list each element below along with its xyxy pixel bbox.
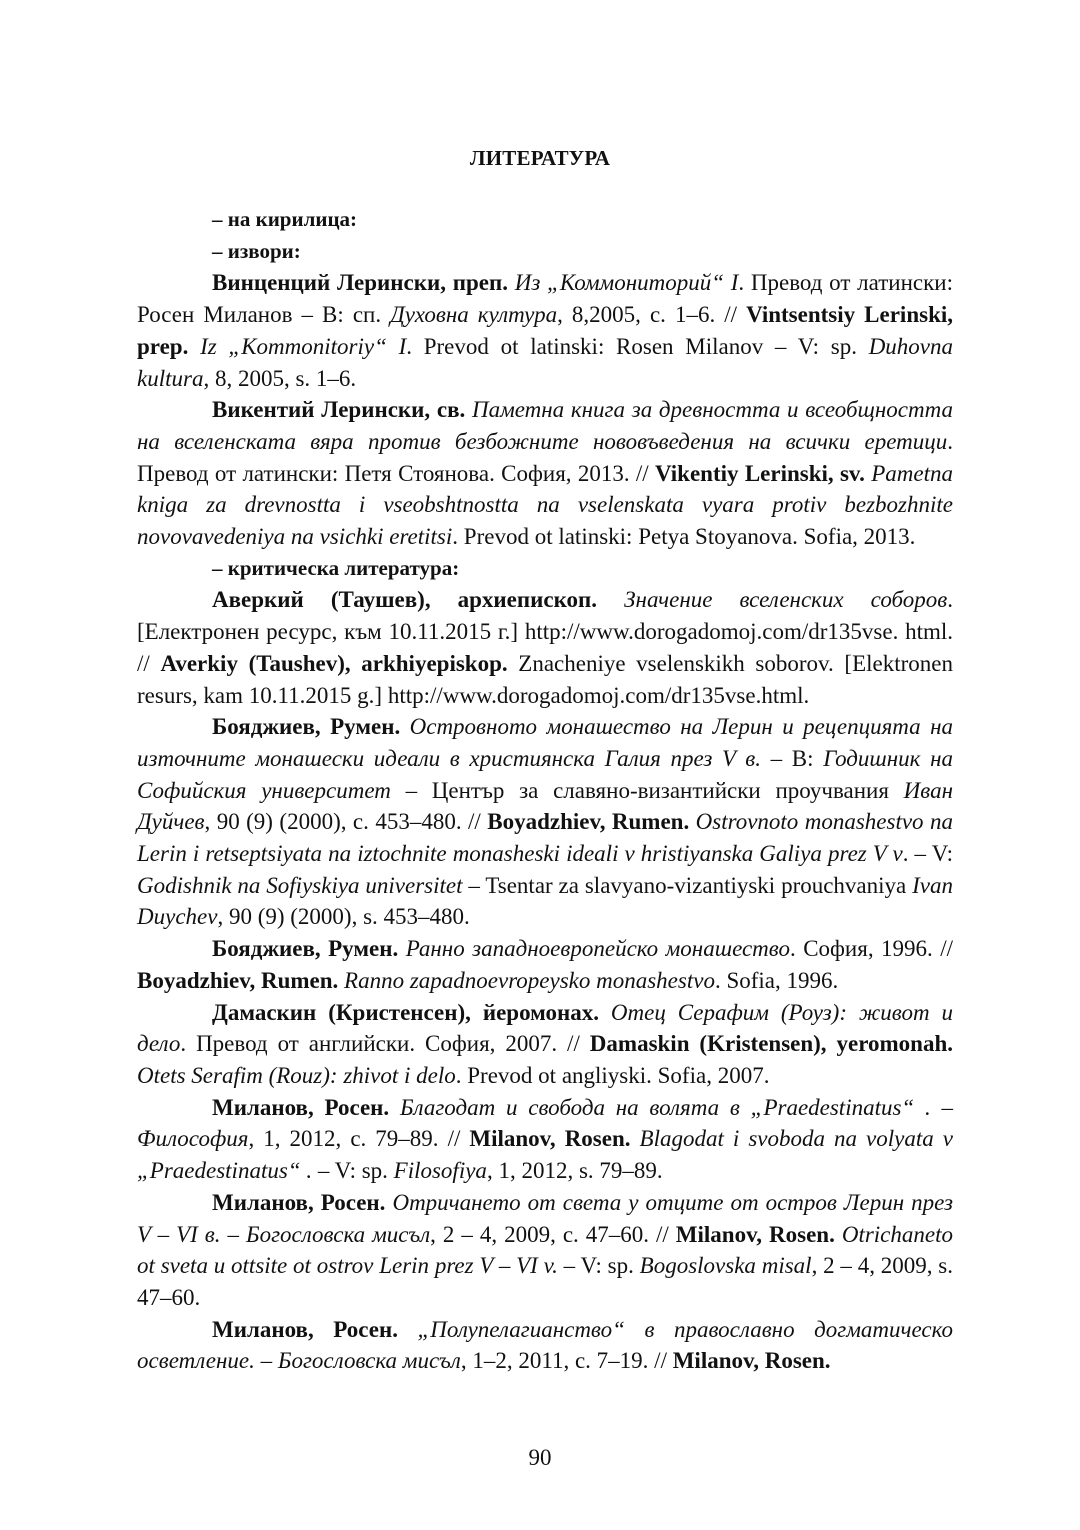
section-heading-sources: – извори: — [212, 238, 301, 263]
bibliography-entry: Бояджиев, Румен. Островното монашество на Лерин и рецепцията на източните монашески идеали в християнска Галия през V в. – В: Годишник на Софийския университет – Център за славяно-византийски проучвания Иван Дуйчев, 90 (9) (2000), с. 453–480. // Boyadzhiev, Rumen. Ostrovnoto monashestvo na Lerin i retseptsiyata na iztochnite monasheski ideali v hristiyanska Galiya prez V v. – V: Godishnik na Sofiyskiya universitet – Tsentar za slavyano-vizantiyski prouchvaniya Ivan Duychev, 90 (9) (2000), s. 453–480. — [137, 714, 954, 930]
bibliography-entry: Дамаскин (Кристенсен), йеромонах. Отец Серафим (Роуз): живот и дело. Превод от английски. София, 2007. // Damaskin (Kristensen), yeromonah. Otets Serafim (Rouz): zhivot i delo. Prevod ot angliyski. Sofia, 2007. — [137, 999, 953, 1088]
bibliography-entry: Миланов, Росен. Отричането от света у отците от остров Лерин през V – VI в. – Богословска мисъл, 2 – 4, 2009, с. 47–60. // Milanov, Rosen. Otrichaneto ot sveta u ottsite ot ostrov Lerin prez V – VI v. – V: sp. Bogoslovska misal, 2 – 4, 2009, s. 47–60. — [137, 1189, 954, 1310]
bibliography-entry: Бояджиев, Румен. Ранно западноевропейско монашество. София, 1996. // Boyadzhiev, Rumen. Ranno zapadnoevropeysko monashestvo. Sofia, 1996. — [137, 936, 954, 993]
bibliography — [137, 204, 953, 1377]
bibliography-entry: Миланов, Росен. Благодат и свобода на волята в „Praedestinatus“ . – Философия, 1, 2012, с. 79–89. // Milanov, Rosen. Blagodat i svoboda na volyata v „Praedestinatus“ . – V: sp. Filosofiya, 1, 2012, s. 79–89. — [137, 1094, 954, 1184]
page-title: ЛИТЕРАТУРА — [469, 146, 611, 170]
page-number: 90 — [528, 1445, 552, 1470]
bibliography-entry: Винценций Лерински, преп. Из „Коммониторий“ I. Превод от латински: Росен Миланов – В: сп. Духовна култура, 8,2005, с. 1–6. // Vintsentsiy Lerinski, prep. Iz „Kommonitoriy“ I. Prevod ot latinski: Rosen Milanov – V: sp. Duhovna kultura, 8, 2005, s. 1–6. — [137, 270, 954, 391]
bibliography-entry: Аверкий (Таушев), архиепископ. Значение вселенских соборов. [Електронен ресурс, към 10.11.2015 г.] http://www.dorogadomoj.com/dr135vse. html. // Averkiy (Taushev), arkhiyepiskop. Znacheniye vselenskikh soborov. [Elektronen resurs, kam 10.11.2015 g.] http://www.dorogadomoj.com/dr135vse.html. — [137, 587, 954, 708]
section-heading-critical: – критическа литература: — [212, 555, 460, 580]
bibliography-entry: Викентий Лерински, св. Паметна книга за древността и всеобщността на вселенската вяра против безбожните нововъведения на всички еретици. Превод от латински: Петя Стоянова. София, 2013. // Vikentiy Lerinski, sv. Pametna kniga za drevnostta i vseobshtnostta na vselenskata vyara protiv bezbozhnite novovavedeniya na vsichki eretitsi. Prevod ot latinski: Petya Stoyanova. Sofia, 2013. — [137, 397, 953, 550]
bibliography-entry: Миланов, Росен. „Полупелагианство“ в православно догматическо осветление. – Богословска мисъл, 1–2, 2011, с. 7–19. // Milanov, Rosen. — [137, 1316, 954, 1374]
section-heading-cyrillic: – на кирилица: — [212, 207, 358, 231]
